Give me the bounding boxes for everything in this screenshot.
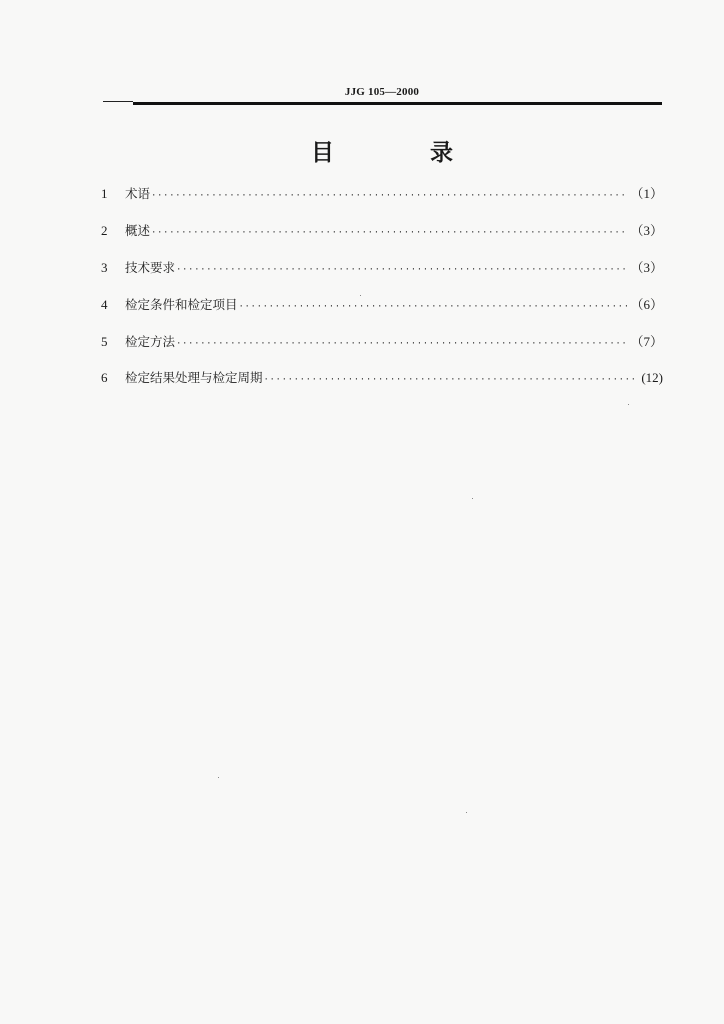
toc-dot-leader: [151, 191, 627, 201]
toc-entry-page: (12): [641, 370, 663, 385]
toc-entry: [101, 368, 663, 405]
toc-dot-leader: [176, 339, 627, 349]
toc-entry-page: （1）: [630, 186, 663, 201]
toc-entry-page: （7）: [630, 334, 663, 349]
toc-entry-label: 术语: [125, 186, 151, 201]
scan-speck: [628, 404, 629, 405]
toc-entry-label: 检定条件和检定项目: [125, 297, 238, 312]
toc-entry: [101, 183, 663, 220]
scan-speck: [466, 812, 467, 813]
toc-entry-number: 5: [101, 334, 108, 349]
toc-entry: [101, 294, 663, 331]
toc-entry-number: 6: [101, 370, 108, 385]
standard-code-header: JJG 105—2000: [344, 86, 420, 98]
toc-entry-page: （3）: [630, 260, 663, 275]
toc-entry: [101, 220, 663, 257]
toc-entry-number: 4: [101, 297, 108, 312]
header-rule-thin: [103, 101, 133, 102]
toc-entry-label: 检定方法: [125, 334, 176, 349]
scan-speck: [218, 777, 219, 778]
toc-entry-page: （6）: [630, 297, 663, 312]
scan-speck: [360, 295, 361, 296]
toc-entry-label: 检定结果处理与检定周期: [125, 370, 263, 385]
toc-entry-label: 概述: [125, 223, 151, 238]
scan-speck: [472, 498, 473, 499]
toc-entry-label: 技术要求: [125, 260, 176, 275]
toc-entry-number: 1: [101, 186, 108, 201]
toc-dot-leader: [239, 302, 628, 312]
toc-dot-leader: [151, 228, 627, 238]
toc-entry-number: 3: [101, 260, 108, 275]
toc-entry: [101, 331, 663, 368]
toc-dot-leader: [264, 375, 639, 385]
toc-title: 目 录: [310, 140, 497, 166]
toc-entry-number: 2: [101, 223, 108, 238]
toc-entry: [101, 257, 663, 294]
toc-entry-page: （3）: [630, 223, 663, 238]
toc-dot-leader: [176, 265, 627, 275]
table-of-contents: [101, 183, 663, 405]
header-rule-thick: [133, 102, 662, 105]
